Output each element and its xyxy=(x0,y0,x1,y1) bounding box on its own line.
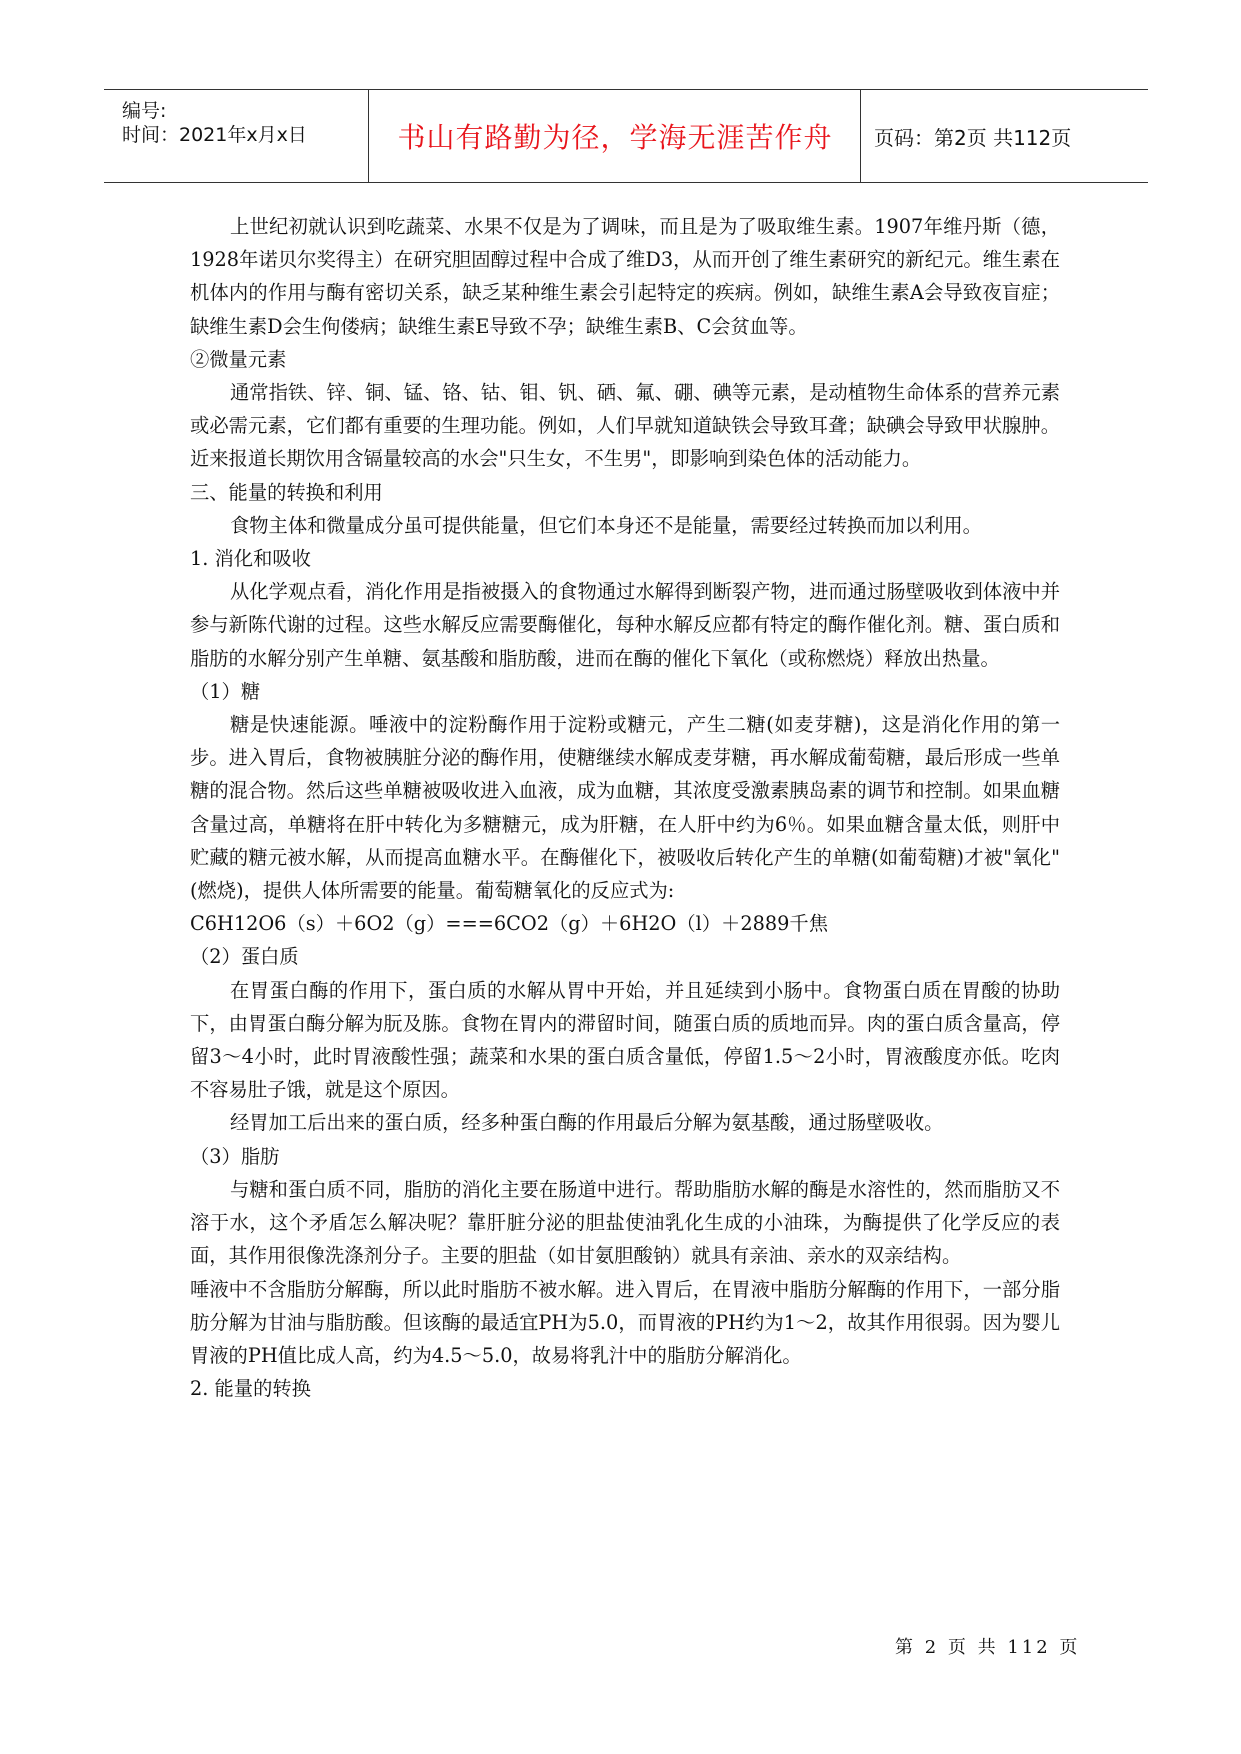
time-label: 时间：2021年x月x日 xyxy=(122,124,307,146)
header-page-number: 页码：第2页 共112页 xyxy=(874,125,1072,150)
footer-page-number: 第 2 页 共 112 页 xyxy=(895,1637,1081,1658)
body-paragraph: 糖是快速能源。唾液中的淀粉酶作用于淀粉或糖元，产生二糖(如麦芽糖)，这是消化作用的第一步。进入胃后，食物被胰脏分泌的酶作用，使糖继续水解成麦芽糖，再水解成葡萄糖，最后形成一些单糖的混合物。然后这些单糖被吸收进入血液，成为血糖，其浓度受激素胰岛素的调节和控制。如果血糖含量过高，单糖将在肝中转化为多糖糖元，成为肝糖，在人肝中约为6％。如果血糖含量太低，则肝中贮藏的糖元被水解，从而提高血糖水平。在酶催化下，被吸收后转化产生的单糖(如葡萄糖)才被"氧化"(燃烧)，提供人体所需要的能量。葡萄糖氧化的反应式为: xyxy=(190,713,1060,903)
body-paragraph: 在胃蛋白酶的作用下，蛋白质的水解从胃中开始，并且延续到小肠中。食物蛋白质在胃酸的协助下，由胃蛋白酶分解为朊及胨。食物在胃内的滞留时间，随蛋白质的质地而异。肉的蛋白质含量高，停留3～4小时，此时胃液酸性强；蔬菜和水果的蛋白质含量低，停留1.5～2小时，胃液酸度亦低。吃肉不容易肚子饿，就是这个原因。 xyxy=(190,978,1060,1102)
section-line: ②微量元素 xyxy=(190,347,287,371)
section-line: 三、能量的转换和利用 xyxy=(190,480,383,504)
document-body xyxy=(190,210,1060,1405)
header-divider-left xyxy=(368,90,369,182)
body-paragraph: 食物主体和微量成分虽可提供能量，但它们本身还不是能量，需要经过转换而加以利用。 xyxy=(230,513,982,537)
body-paragraph: 通常指铁、锌、铜、锰、铬、钴、钼、钒、硒、氟、硼、碘等元素，是动植物生命体系的营养元素或必需元素，它们都有重要的生理功能。例如，人们早就知道缺铁会导致耳聋；缺碘会导致甲状腺肿。近来报道长期饮用含镉量较高的水会"只生女，不生男"，即影响到染色体的活动能力。 xyxy=(190,381,1060,471)
header-meta xyxy=(114,90,376,182)
number-label: 编号: xyxy=(122,100,167,122)
body-paragraph: 上世纪初就认识到吃蔬菜、水果不仅是为了调味，而且是为了吸取维生素。1907年维丹斯（德，1928年诺贝尔奖得主）在研究胆固醇过程中合成了维D3，从而开创了维生素研究的新纪元。维生素在机体内的作用与酶有密切关系，缺乏某种维生素会引起特定的疾病。例如，缺维生素A会导致夜盲症；缺维生素D会生佝偻病；缺维生素E导致不孕；缺维生素B、C会贫血等。 xyxy=(190,215,1060,338)
section-line: （3）脂肪 xyxy=(190,1144,280,1168)
section-line: 1. 消化和吸收 xyxy=(190,547,311,571)
section-line: 2. 能量的转换 xyxy=(190,1377,311,1401)
section-line: 唾液中不含脂肪分解酶，所以此时脂肪不被水解。进入胃后，在胃液中脂肪分解酶的作用下，一部分脂肪分解为甘油与脂肪酸。但该酶的最适宜PH为5.0，而胃液的PH约为1～2，故其作用很弱。因为婴儿胃液的PH值比成人高，约为4.5～5.0，故易将乳汁中的脂肪分解消化。 xyxy=(190,1277,1060,1367)
body-paragraph: 与糖和蛋白质不同，脂肪的消化主要在肠道中进行。帮助脂肪水解的酶是水溶性的，然而脂肪又不溶于水，这个矛盾怎么解决呢？靠肝脏分泌的胆盐使油乳化生成的小油珠，为酶提供了化学反应的表面，其作用很像洗涤剂分子。主要的胆盐（如甘氨胆酸钠）就具有亲油、亲水的双亲结构。 xyxy=(190,1177,1060,1268)
page-header xyxy=(104,89,1148,183)
header-divider-right xyxy=(860,90,861,182)
header-motto: 书山有路勤为径，学海无涯苦作舟 xyxy=(397,121,833,154)
section-line: （2）蛋白质 xyxy=(190,945,299,969)
body-paragraph: 经胃加工后出来的蛋白质，经多种蛋白酶的作用最后分解为氨基酸，通过肠壁吸收。 xyxy=(230,1111,944,1135)
section-line: C6H12O6（s）＋6O2（g）===6CO2（g）＋6H2O（l）＋2889千焦 xyxy=(190,912,828,936)
section-line: （1）糖 xyxy=(190,679,261,703)
body-paragraph: 从化学观点看，消化作用是指被摄入的食物通过水解得到断裂产物，进而通过肠壁吸收到体液中并参与新陈代谢的过程。这些水解反应需要酶催化，每种水解反应都有特定的酶作催化剂。糖、蛋白质和脂肪的水解分别产生单糖、氨基酸和脂肪酸，进而在酶的催化下氧化（或称燃烧）释放出热量。 xyxy=(190,580,1060,670)
